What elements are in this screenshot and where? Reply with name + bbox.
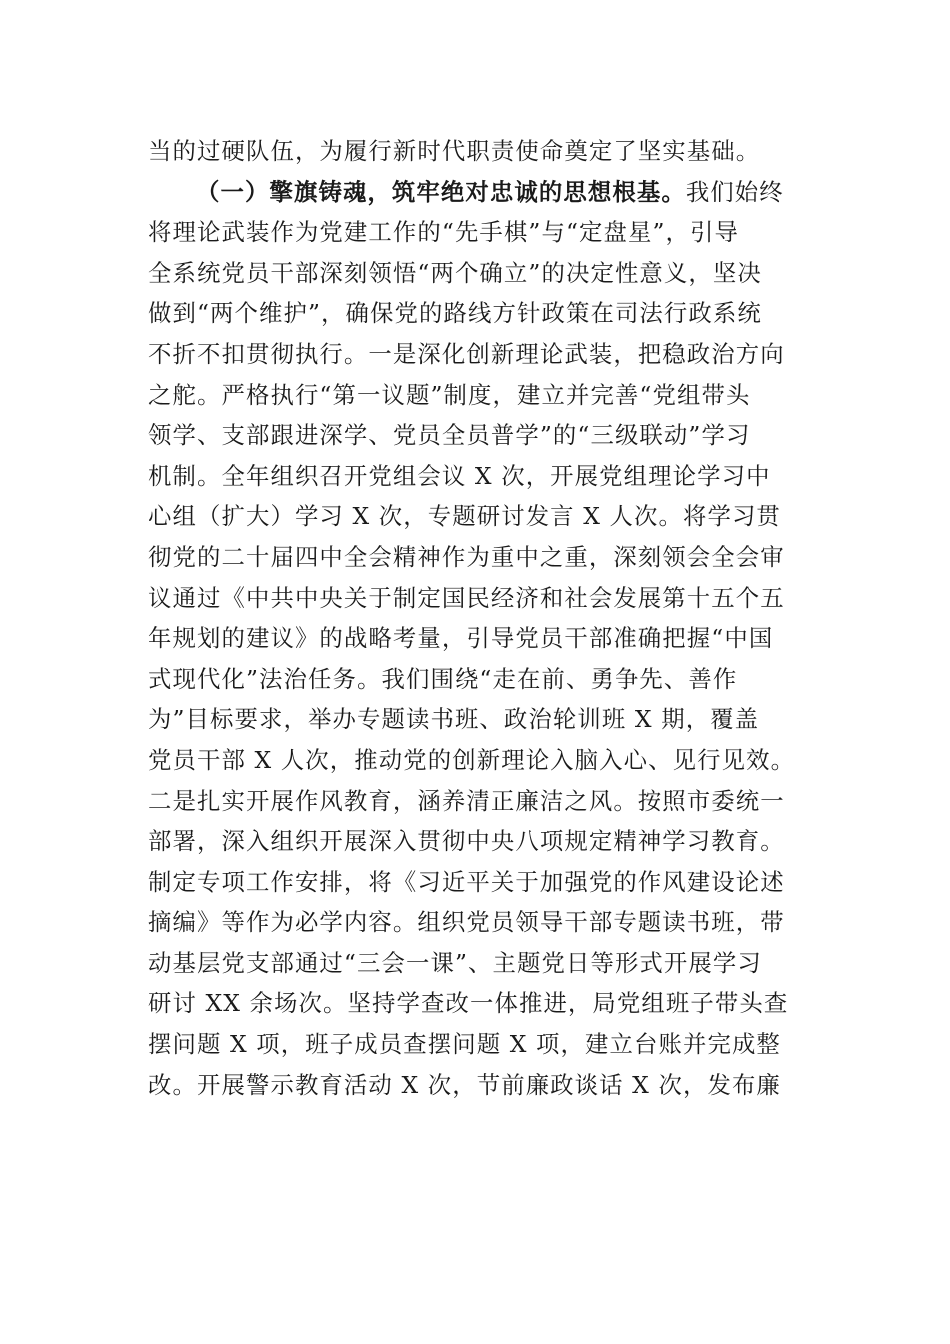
text-line: 为”目标要求，举办专题读书班、政治轮训班 X 期，覆盖: [148, 705, 760, 734]
text-line: 彻党的二十届四中全会精神作为重中之重，深刻领会全会审: [148, 542, 785, 571]
text-line: 议通过《中共中央关于制定国民经济和社会发展第十五个五: [148, 583, 785, 612]
document-body: [148, 131, 828, 1105]
text-line: 研讨 XX 余场次。坚持学查改一体推进，局党组班子带头查: [148, 989, 789, 1018]
text-line: 做到“两个维护”，确保党的路线方针政策在司法行政系统: [148, 299, 762, 328]
text-line: 摘编》等作为必学内容。组织党员领导干部专题读书班，带: [148, 908, 785, 937]
text-line: 二是扎实开展作风教育，涵养清正廉洁之风。按照市委统一: [148, 786, 785, 815]
section-heading: （一）擎旗铸魂，筑牢绝对忠诚的思想根基。: [196, 177, 686, 206]
text-segment: 我们始终: [685, 177, 784, 206]
text-line: 制定专项工作安排，将《习近平关于加强党的作风建设论述: [148, 867, 785, 896]
text-line: 领学、支部跟进深学、党员全员普学”的“三级联动”学习: [148, 421, 751, 450]
section-heading-line: [148, 172, 828, 213]
text-line: 摆问题 X 项，班子成员查摆问题 X 项，建立台账并完成整: [148, 1030, 781, 1059]
text-line: 年规划的建议》的战略考量，引导党员干部准确把握“中国: [148, 624, 774, 653]
text-line: 当的过硬队伍，为履行新时代职责使命奠定了坚实基础。: [148, 137, 761, 165]
text-line: 改。开展警示教育活动 X 次，节前廉政谈话 X 次，发布廉: [148, 1070, 781, 1099]
text-line: 机制。全年组织召开党组会议 X 次，开展党组理论学习中: [148, 461, 771, 490]
text-line: 将理论武装作为党建工作的“先手棋”与“定盘星”，引导: [148, 218, 740, 247]
text-line: 部署，深入组织开展深入贯彻中央八项规定精神学习教育。: [148, 827, 785, 856]
text-line: 不折不扣贯彻执行。一是深化创新理论武装，把稳政治方向: [148, 339, 785, 368]
text-line: 全系统党员干部深刻领悟“两个确立”的决定性意义，坚决: [148, 258, 762, 287]
text-line: 心组（扩大）学习 X 次，专题研讨发言 X 人次。将学习贯: [148, 502, 781, 531]
text-line: 动基层党支部通过“三会一课”、主题党日等形式开展学习: [148, 948, 762, 977]
text-line: 式现代化”法治任务。我们围绕“走在前、勇争先、善作: [148, 664, 738, 693]
text-line: 党员干部 X 人次，推动党的创新理论入脑入心、见行见效。: [148, 745, 796, 774]
text-line: 之舵。严格执行“第一议题”制度，建立并完善“党组带头: [148, 380, 751, 409]
